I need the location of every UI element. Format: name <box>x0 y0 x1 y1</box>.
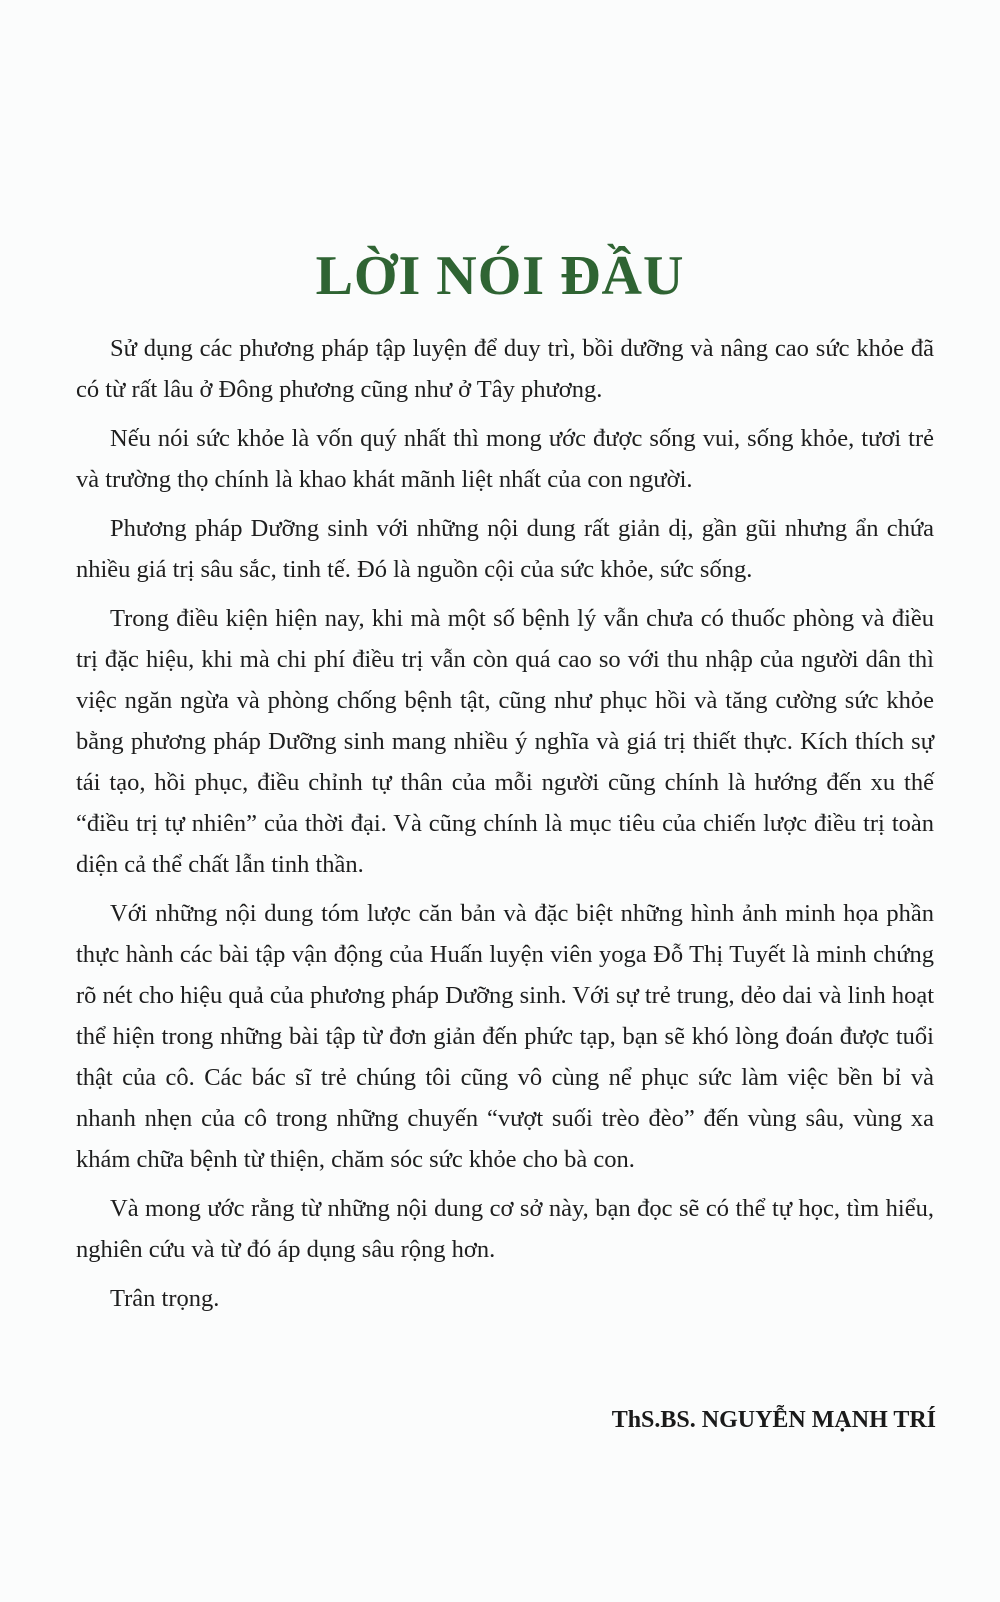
paragraph-3: Phương pháp Dưỡng sinh với những nội dung rất giản dị, gần gũi nhưng ẩn chứa nhiều giá trị sâu sắc, tinh tế. Đó là nguồn cội của sức khỏe, sức sống. <box>76 515 934 583</box>
closing-line: Trân trọng. <box>110 1285 220 1312</box>
paragraph-4: Trong điều kiện hiện nay, khi mà một số bệnh lý vẫn chưa có thuốc phòng và điều trị đặc hiệu, khi mà chi phí điều trị vẫn còn quá cao so với thu nhập của người dân thì việc ngăn ngừa và phòng chống bệnh tật, cũng như phục hồi và tăng cường sức khỏe bằng phương pháp Dưỡng sinh mang nhiều ý nghĩa và giá trị thiết thực. Kích thích sự tái tạo, hồi phục, điều chỉnh tự thân của mỗi người cũng chính là hướng đến xu thế “điều trị tự nhiên” của thời đại. Và cũng chính là mục tiêu của chiến lược điều trị toàn diện cả thể chất lẫn tinh thần. <box>76 605 934 878</box>
paragraph-1: Sử dụng các phương pháp tập luyện để duy trì, bồi dưỡng và nâng cao sức khỏe đã có từ rất lâu ở Đông phương cũng như ở Tây phương. <box>76 335 934 403</box>
preface-body <box>76 328 934 1319</box>
paragraph-6: Và mong ước rằng từ những nội dung cơ sở này, bạn đọc sẽ có thể tự học, tìm hiểu, nghiên cứu và từ đó áp dụng sâu rộng hơn. <box>76 1195 934 1263</box>
page-title: LỜI NÓI ĐẦU <box>315 244 685 307</box>
author-signature: ThS.BS. NGUYỄN MẠNH TRÍ <box>611 1407 936 1433</box>
paragraph-2: Nếu nói sức khỏe là vốn quý nhất thì mong ước được sống vui, sống khỏe, tươi trẻ và trường thọ chính là khao khát mãnh liệt nhất của con người. <box>76 425 934 493</box>
paragraph-5: Với những nội dung tóm lược căn bản và đặc biệt những hình ảnh minh họa phần thực hành các bài tập vận động của Huấn luyện viên yoga Đỗ Thị Tuyết là minh chứng rõ nét cho hiệu quả của phương pháp Dưỡng sinh. Với sự trẻ trung, dẻo dai và linh hoạt thể hiện trong những bài tập từ đơn giản đến phức tạp, bạn sẽ khó lòng đoán được tuổi thật của cô. Các bác sĩ trẻ chúng tôi cũng vô cùng nể phục sức làm việc bền bỉ và nhanh nhẹn của cô trong những chuyến “vượt suối trèo đèo” đến vùng sâu, vùng xa khám chữa bệnh từ thiện, chăm sóc sức khỏe cho bà con. <box>76 900 935 1173</box>
